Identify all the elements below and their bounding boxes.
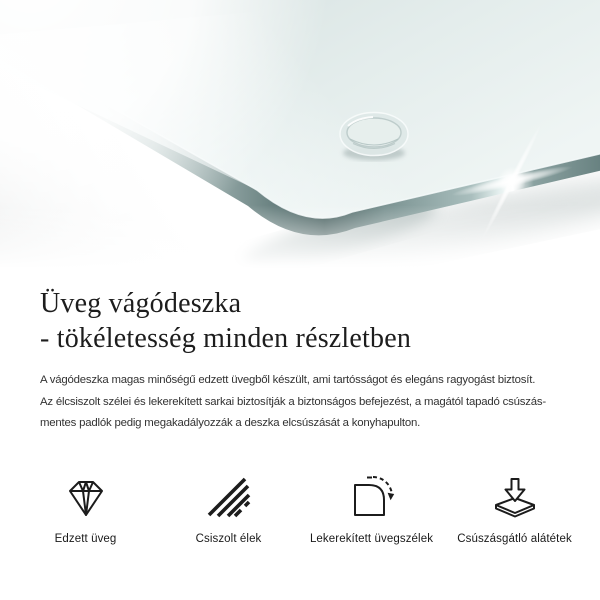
feature-label: Edzett üveg [54,532,117,545]
rounded-corner-icon [347,471,397,521]
description-line: mentes padlók pedig megakadályozzák a deszka elcsúszását a konyhapulton. [40,417,421,429]
polished-edges-icon [205,471,253,521]
bottom-fade [0,0,600,272]
feature-tempered-glass [14,471,157,545]
page-title [40,286,600,356]
description-line: Az élcsiszolt szélei és lekerekített sarkai biztosítják a biztonságos befejezést, a magától tapadó csúszás- [40,395,546,408]
title-line-1: Üveg vágódeszka [40,288,242,319]
diamond-icon [62,471,110,521]
product-description [40,370,600,435]
anti-slip-icon [491,471,539,521]
title-line-2: - tökéletesség minden részletben [40,323,412,354]
feature-label: Lekerekített üvegszélek [309,532,434,545]
feature-list [0,471,600,545]
feature-label: Csiszolt élek [195,532,262,545]
feature-polished-edges [157,471,300,545]
feature-anti-slip [443,471,586,545]
feature-rounded-corners [300,471,443,545]
glass-board-illustration [0,0,600,272]
product-photo [0,0,600,272]
description-line: A vágódeszka magas minőségű edzett üvegből készült, ami tartósságot és elegáns ragyogást biztosít. [40,374,536,386]
feature-label: Csúszásgátló alátétek [457,532,572,545]
